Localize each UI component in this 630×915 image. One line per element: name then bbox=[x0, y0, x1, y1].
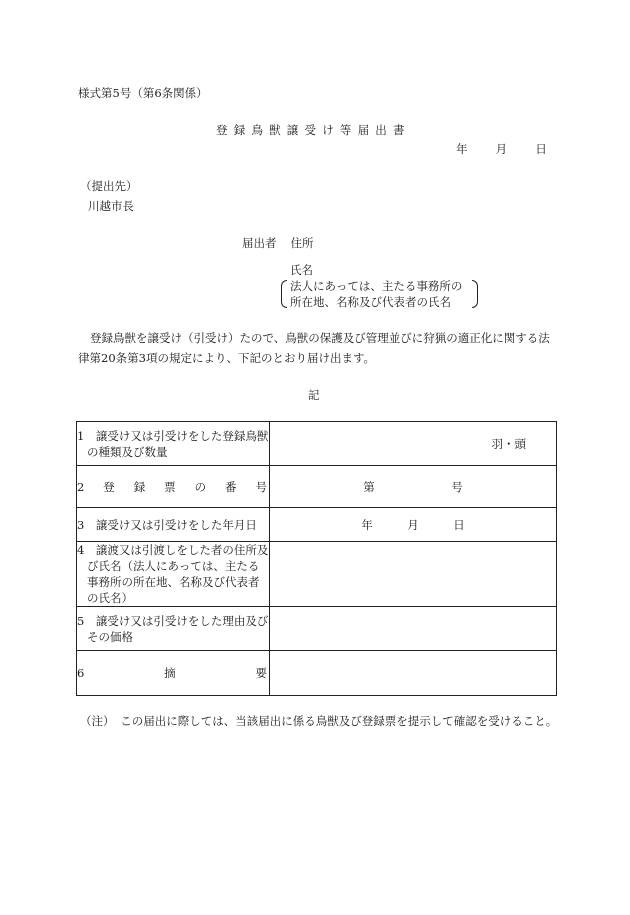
document-title: 登録鳥獣譲受け等届出書 bbox=[216, 123, 411, 137]
table-row bbox=[77, 607, 557, 651]
transfer-date bbox=[270, 517, 556, 533]
date-month-label: 月 bbox=[495, 142, 508, 156]
details-table bbox=[76, 421, 557, 696]
label-part: 6 bbox=[77, 666, 85, 680]
table-row bbox=[77, 422, 557, 466]
row-label bbox=[77, 651, 270, 696]
date-year-label: 年 bbox=[456, 142, 468, 156]
day-label: 日 bbox=[453, 517, 465, 532]
label-part: 2 bbox=[77, 479, 85, 494]
transferor-label: 4 譲渡又は引渡しをした者の住所及び氏名（法人にあっては、主たる事務所の所在地、名称及び代表者の氏名） bbox=[77, 543, 269, 605]
number-prefix: 第 bbox=[363, 479, 375, 494]
label-part: 号 bbox=[255, 479, 267, 494]
label-part: の bbox=[194, 479, 207, 494]
corporate-note-line-2: 所在地、名称及び代表者の氏名 bbox=[290, 295, 451, 309]
ki-heading: 記 bbox=[308, 388, 320, 402]
submit-to-label: （提出先） bbox=[80, 179, 138, 193]
registration-number-label bbox=[77, 479, 269, 495]
recipient: 川越市長 bbox=[88, 199, 134, 213]
form-number: 様式第5号（第6条関係） bbox=[78, 86, 208, 100]
species-quantity-label: 1 譲受け又は引受けをした登録鳥獣の種類及び数量 bbox=[77, 428, 269, 459]
year-label: 年 bbox=[361, 517, 373, 532]
date-line bbox=[456, 141, 547, 157]
row-label bbox=[77, 422, 270, 466]
row-label bbox=[77, 508, 270, 542]
address-label: 住所 bbox=[290, 236, 314, 250]
left-bracket bbox=[281, 280, 287, 308]
label-part: 録 bbox=[133, 479, 146, 494]
number-suffix: 号 bbox=[451, 479, 463, 494]
table-row bbox=[77, 651, 557, 696]
row-label bbox=[77, 466, 270, 508]
name-label: 氏名 bbox=[290, 263, 313, 277]
remarks-field[interactable] bbox=[270, 651, 557, 696]
row-label bbox=[77, 607, 270, 651]
label-part: 摘 bbox=[164, 666, 176, 680]
registration-number-field[interactable] bbox=[270, 466, 557, 508]
date-day-label: 日 bbox=[535, 142, 547, 156]
transfer-date-label: 3 譲受け又は引受けをした年月日 bbox=[77, 517, 257, 532]
table-row bbox=[77, 542, 557, 607]
right-bracket bbox=[472, 280, 478, 308]
footnote: （注） この届出に際しては、当該届出に係る鳥獣及び登録票を提示して確認を受けること。 bbox=[80, 714, 558, 728]
label-part: 票 bbox=[164, 479, 176, 494]
reason-price-label: 5 譲受け又は引受けをした理由及びその価格 bbox=[77, 613, 269, 644]
label-part: 番 bbox=[225, 479, 237, 494]
label-part: 登 bbox=[103, 479, 115, 494]
month-label: 月 bbox=[407, 517, 419, 532]
reason-price-field[interactable] bbox=[270, 607, 557, 651]
transfer-date-field[interactable] bbox=[270, 508, 557, 542]
row-label bbox=[77, 542, 270, 607]
notifier-label: 届出者 bbox=[242, 236, 277, 250]
corporate-note-line-1: 法人にあっては、主たる事務所の bbox=[290, 279, 463, 293]
label-part: 要 bbox=[255, 666, 267, 680]
remarks-label bbox=[77, 665, 269, 681]
table-row bbox=[77, 466, 557, 508]
transferor-field[interactable] bbox=[270, 542, 557, 607]
corporate-note bbox=[290, 278, 462, 310]
table-row bbox=[77, 508, 557, 542]
unit-label: 羽・頭 bbox=[491, 437, 526, 451]
notifier-address-row bbox=[242, 235, 314, 251]
registration-number bbox=[270, 479, 556, 495]
body-text: 登録鳥獣を譲受け（引受け）たので、鳥獣の保護及び管理並びに狩猟の適正化に関する法律第20条第3項の規定により、下記のとおり届け出ます。 bbox=[78, 331, 550, 365]
species-quantity-field[interactable] bbox=[270, 422, 557, 466]
